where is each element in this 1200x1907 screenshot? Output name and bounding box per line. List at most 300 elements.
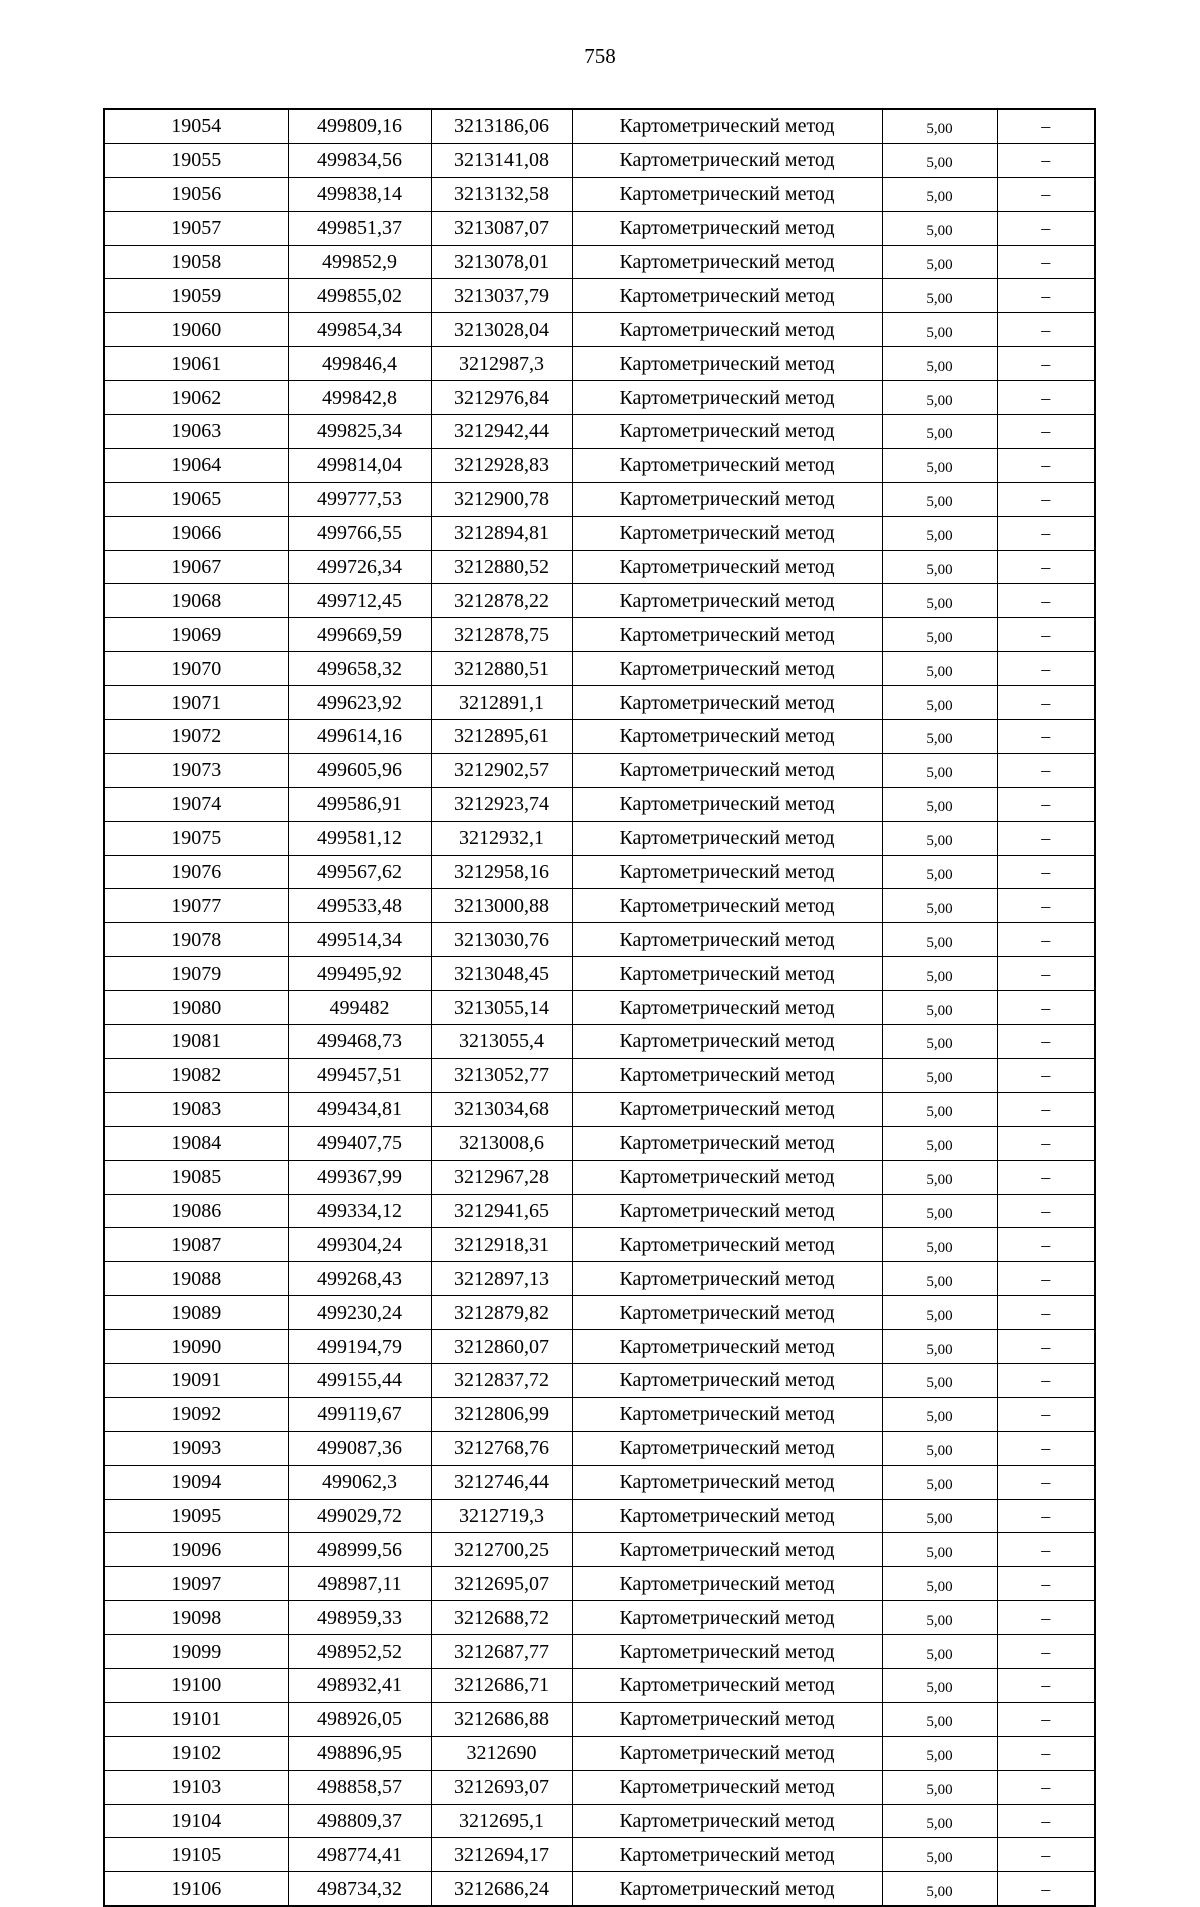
table-row <box>104 720 1095 754</box>
y-coordinate-cell: 3213141,08 <box>431 143 572 177</box>
point-number-cell: 19096 <box>104 1533 288 1567</box>
method-cell: Картометрический метод <box>572 957 882 991</box>
note-cell: – <box>997 1770 1095 1804</box>
x-coordinate-cell: 499605,96 <box>288 753 431 787</box>
table-row <box>104 109 1095 143</box>
accuracy-cell: 5,00 <box>882 957 997 991</box>
table-row <box>104 1160 1095 1194</box>
point-number-cell: 19059 <box>104 279 288 313</box>
method-cell: Картометрический метод <box>572 787 882 821</box>
note-cell: – <box>997 1499 1095 1533</box>
accuracy-cell: 5,00 <box>882 652 997 686</box>
note-cell: – <box>997 686 1095 720</box>
x-coordinate-cell: 499482 <box>288 991 431 1025</box>
x-coordinate-cell: 498774,41 <box>288 1838 431 1872</box>
note-cell: – <box>997 1567 1095 1601</box>
y-coordinate-cell: 3213052,77 <box>431 1058 572 1092</box>
x-coordinate-cell: 499334,12 <box>288 1194 431 1228</box>
x-coordinate-cell: 499119,67 <box>288 1397 431 1431</box>
x-coordinate-cell: 499777,53 <box>288 482 431 516</box>
y-coordinate-cell: 3212690 <box>431 1736 572 1770</box>
point-number-cell: 19078 <box>104 923 288 957</box>
accuracy-cell: 5,00 <box>882 550 997 584</box>
method-cell: Картометрический метод <box>572 1397 882 1431</box>
table-row <box>104 1025 1095 1059</box>
x-coordinate-cell: 499825,34 <box>288 415 431 449</box>
method-cell: Картометрический метод <box>572 1330 882 1364</box>
y-coordinate-cell: 3212902,57 <box>431 753 572 787</box>
method-cell: Картометрический метод <box>572 1194 882 1228</box>
table-row <box>104 1736 1095 1770</box>
accuracy-cell: 5,00 <box>882 347 997 381</box>
accuracy-cell: 5,00 <box>882 1194 997 1228</box>
x-coordinate-cell: 499658,32 <box>288 652 431 686</box>
point-number-cell: 19090 <box>104 1330 288 1364</box>
table-row <box>104 787 1095 821</box>
accuracy-cell: 5,00 <box>882 1465 997 1499</box>
table-row <box>104 143 1095 177</box>
table-row <box>104 1533 1095 1567</box>
note-cell: – <box>997 1025 1095 1059</box>
note-cell: – <box>997 1872 1095 1906</box>
x-coordinate-cell: 498987,11 <box>288 1567 431 1601</box>
note-cell: – <box>997 1804 1095 1838</box>
method-cell: Картометрический метод <box>572 1668 882 1702</box>
x-coordinate-cell: 499230,24 <box>288 1296 431 1330</box>
x-coordinate-cell: 498932,41 <box>288 1668 431 1702</box>
accuracy-cell: 5,00 <box>882 889 997 923</box>
method-cell: Картометрический метод <box>572 1635 882 1669</box>
x-coordinate-cell: 499581,12 <box>288 821 431 855</box>
method-cell: Картометрический метод <box>572 1499 882 1533</box>
method-cell: Картометрический метод <box>572 1838 882 1872</box>
x-coordinate-cell: 499567,62 <box>288 855 431 889</box>
table-row <box>104 1838 1095 1872</box>
method-cell: Картометрический метод <box>572 1702 882 1736</box>
y-coordinate-cell: 3213034,68 <box>431 1092 572 1126</box>
point-number-cell: 19066 <box>104 516 288 550</box>
y-coordinate-cell: 3212923,74 <box>431 787 572 821</box>
y-coordinate-cell: 3213030,76 <box>431 923 572 957</box>
table-row <box>104 1194 1095 1228</box>
method-cell: Картометрический метод <box>572 1262 882 1296</box>
x-coordinate-cell: 499809,16 <box>288 109 431 143</box>
point-number-cell: 19100 <box>104 1668 288 1702</box>
method-cell: Картометрический метод <box>572 109 882 143</box>
table-row <box>104 1330 1095 1364</box>
method-cell: Картометрический метод <box>572 1804 882 1838</box>
x-coordinate-cell: 499586,91 <box>288 787 431 821</box>
table-row <box>104 1363 1095 1397</box>
point-number-cell: 19056 <box>104 177 288 211</box>
accuracy-cell: 5,00 <box>882 1363 997 1397</box>
accuracy-cell: 5,00 <box>882 279 997 313</box>
method-cell: Картометрический метод <box>572 1092 882 1126</box>
method-cell: Картометрический метод <box>572 686 882 720</box>
note-cell: – <box>997 482 1095 516</box>
coordinates-table-body <box>104 109 1095 1906</box>
point-number-cell: 19073 <box>104 753 288 787</box>
point-number-cell: 19069 <box>104 618 288 652</box>
method-cell: Картометрический метод <box>572 177 882 211</box>
note-cell: – <box>997 584 1095 618</box>
point-number-cell: 19054 <box>104 109 288 143</box>
x-coordinate-cell: 498999,56 <box>288 1533 431 1567</box>
note-cell: – <box>997 991 1095 1025</box>
note-cell: – <box>997 313 1095 347</box>
accuracy-cell: 5,00 <box>882 1872 997 1906</box>
y-coordinate-cell: 3213087,07 <box>431 211 572 245</box>
point-number-cell: 19092 <box>104 1397 288 1431</box>
x-coordinate-cell: 499712,45 <box>288 584 431 618</box>
method-cell: Картометрический метод <box>572 482 882 516</box>
y-coordinate-cell: 3213037,79 <box>431 279 572 313</box>
y-coordinate-cell: 3212837,72 <box>431 1363 572 1397</box>
point-number-cell: 19094 <box>104 1465 288 1499</box>
table-row <box>104 1770 1095 1804</box>
y-coordinate-cell: 3213055,4 <box>431 1025 572 1059</box>
accuracy-cell: 5,00 <box>882 855 997 889</box>
note-cell: – <box>997 245 1095 279</box>
y-coordinate-cell: 3213186,06 <box>431 109 572 143</box>
point-number-cell: 19104 <box>104 1804 288 1838</box>
y-coordinate-cell: 3213008,6 <box>431 1126 572 1160</box>
table-row <box>104 415 1095 449</box>
table-row <box>104 482 1095 516</box>
accuracy-cell: 5,00 <box>882 618 997 652</box>
accuracy-cell: 5,00 <box>882 1296 997 1330</box>
x-coordinate-cell: 499457,51 <box>288 1058 431 1092</box>
accuracy-cell: 5,00 <box>882 1431 997 1465</box>
accuracy-cell: 5,00 <box>882 448 997 482</box>
y-coordinate-cell: 3212894,81 <box>431 516 572 550</box>
note-cell: – <box>997 1092 1095 1126</box>
table-row <box>104 1296 1095 1330</box>
y-coordinate-cell: 3212693,07 <box>431 1770 572 1804</box>
table-row <box>104 1872 1095 1906</box>
note-cell: – <box>997 279 1095 313</box>
x-coordinate-cell: 499029,72 <box>288 1499 431 1533</box>
point-number-cell: 19055 <box>104 143 288 177</box>
method-cell: Картометрический метод <box>572 1025 882 1059</box>
accuracy-cell: 5,00 <box>882 1567 997 1601</box>
y-coordinate-cell: 3212687,77 <box>431 1635 572 1669</box>
accuracy-cell: 5,00 <box>882 1228 997 1262</box>
note-cell: – <box>997 143 1095 177</box>
table-row <box>104 1397 1095 1431</box>
accuracy-cell: 5,00 <box>882 1533 997 1567</box>
x-coordinate-cell: 498809,37 <box>288 1804 431 1838</box>
point-number-cell: 19061 <box>104 347 288 381</box>
point-number-cell: 19079 <box>104 957 288 991</box>
note-cell: – <box>997 1194 1095 1228</box>
y-coordinate-cell: 3213078,01 <box>431 245 572 279</box>
table-row <box>104 618 1095 652</box>
note-cell: – <box>997 889 1095 923</box>
y-coordinate-cell: 3212897,13 <box>431 1262 572 1296</box>
x-coordinate-cell: 499623,92 <box>288 686 431 720</box>
y-coordinate-cell: 3212880,51 <box>431 652 572 686</box>
point-number-cell: 19062 <box>104 381 288 415</box>
method-cell: Картометрический метод <box>572 415 882 449</box>
point-number-cell: 19103 <box>104 1770 288 1804</box>
x-coordinate-cell: 498926,05 <box>288 1702 431 1736</box>
point-number-cell: 19065 <box>104 482 288 516</box>
table-row <box>104 855 1095 889</box>
table-row <box>104 923 1095 957</box>
accuracy-cell: 5,00 <box>882 1025 997 1059</box>
note-cell: – <box>997 1363 1095 1397</box>
y-coordinate-cell: 3212976,84 <box>431 381 572 415</box>
point-number-cell: 19070 <box>104 652 288 686</box>
table-row <box>104 516 1095 550</box>
point-number-cell: 19076 <box>104 855 288 889</box>
table-row <box>104 1092 1095 1126</box>
y-coordinate-cell: 3212746,44 <box>431 1465 572 1499</box>
point-number-cell: 19089 <box>104 1296 288 1330</box>
y-coordinate-cell: 3213000,88 <box>431 889 572 923</box>
note-cell: – <box>997 1601 1095 1635</box>
method-cell: Картометрический метод <box>572 1058 882 1092</box>
point-number-cell: 19098 <box>104 1601 288 1635</box>
x-coordinate-cell: 498959,33 <box>288 1601 431 1635</box>
accuracy-cell: 5,00 <box>882 482 997 516</box>
coordinates-table <box>103 108 1096 1907</box>
table-row <box>104 652 1095 686</box>
note-cell: – <box>997 381 1095 415</box>
method-cell: Картометрический метод <box>572 1770 882 1804</box>
point-number-cell: 19072 <box>104 720 288 754</box>
point-number-cell: 19102 <box>104 1736 288 1770</box>
table-row <box>104 381 1095 415</box>
point-number-cell: 19083 <box>104 1092 288 1126</box>
x-coordinate-cell: 499614,16 <box>288 720 431 754</box>
method-cell: Картометрический метод <box>572 1601 882 1635</box>
accuracy-cell: 5,00 <box>882 143 997 177</box>
accuracy-cell: 5,00 <box>882 1736 997 1770</box>
method-cell: Картометрический метод <box>572 1228 882 1262</box>
method-cell: Картометрический метод <box>572 448 882 482</box>
point-number-cell: 19074 <box>104 787 288 821</box>
method-cell: Картометрический метод <box>572 720 882 754</box>
accuracy-cell: 5,00 <box>882 1499 997 1533</box>
accuracy-cell: 5,00 <box>882 245 997 279</box>
x-coordinate-cell: 498896,95 <box>288 1736 431 1770</box>
y-coordinate-cell: 3212695,07 <box>431 1567 572 1601</box>
method-cell: Картометрический метод <box>572 279 882 313</box>
point-number-cell: 19063 <box>104 415 288 449</box>
method-cell: Картометрический метод <box>572 516 882 550</box>
table-row <box>104 1431 1095 1465</box>
table-row <box>104 991 1095 1025</box>
note-cell: – <box>997 516 1095 550</box>
accuracy-cell: 5,00 <box>882 211 997 245</box>
accuracy-cell: 5,00 <box>882 923 997 957</box>
method-cell: Картометрический метод <box>572 1736 882 1770</box>
x-coordinate-cell: 499851,37 <box>288 211 431 245</box>
point-number-cell: 19087 <box>104 1228 288 1262</box>
y-coordinate-cell: 3212958,16 <box>431 855 572 889</box>
method-cell: Картометрический метод <box>572 550 882 584</box>
method-cell: Картометрический метод <box>572 821 882 855</box>
note-cell: – <box>997 1126 1095 1160</box>
point-number-cell: 19086 <box>104 1194 288 1228</box>
x-coordinate-cell: 499087,36 <box>288 1431 431 1465</box>
note-cell: – <box>997 550 1095 584</box>
accuracy-cell: 5,00 <box>882 1838 997 1872</box>
table-row <box>104 550 1095 584</box>
note-cell: – <box>997 1838 1095 1872</box>
x-coordinate-cell: 499533,48 <box>288 889 431 923</box>
table-row <box>104 448 1095 482</box>
y-coordinate-cell: 3212967,28 <box>431 1160 572 1194</box>
table-row <box>104 821 1095 855</box>
table-row <box>104 1804 1095 1838</box>
y-coordinate-cell: 3212686,71 <box>431 1668 572 1702</box>
y-coordinate-cell: 3212932,1 <box>431 821 572 855</box>
accuracy-cell: 5,00 <box>882 991 997 1025</box>
x-coordinate-cell: 499194,79 <box>288 1330 431 1364</box>
note-cell: – <box>997 1160 1095 1194</box>
accuracy-cell: 5,00 <box>882 415 997 449</box>
point-number-cell: 19106 <box>104 1872 288 1906</box>
note-cell: – <box>997 652 1095 686</box>
accuracy-cell: 5,00 <box>882 1092 997 1126</box>
y-coordinate-cell: 3212880,52 <box>431 550 572 584</box>
method-cell: Картометрический метод <box>572 889 882 923</box>
note-cell: – <box>997 923 1095 957</box>
point-number-cell: 19068 <box>104 584 288 618</box>
y-coordinate-cell: 3212879,82 <box>431 1296 572 1330</box>
x-coordinate-cell: 499304,24 <box>288 1228 431 1262</box>
method-cell: Картометрический метод <box>572 1296 882 1330</box>
x-coordinate-cell: 499468,73 <box>288 1025 431 1059</box>
note-cell: – <box>997 1262 1095 1296</box>
x-coordinate-cell: 499062,3 <box>288 1465 431 1499</box>
method-cell: Картометрический метод <box>572 245 882 279</box>
note-cell: – <box>997 821 1095 855</box>
x-coordinate-cell: 499855,02 <box>288 279 431 313</box>
accuracy-cell: 5,00 <box>882 1668 997 1702</box>
y-coordinate-cell: 3212686,24 <box>431 1872 572 1906</box>
point-number-cell: 19080 <box>104 991 288 1025</box>
point-number-cell: 19099 <box>104 1635 288 1669</box>
accuracy-cell: 5,00 <box>882 1126 997 1160</box>
accuracy-cell: 5,00 <box>882 1330 997 1364</box>
point-number-cell: 19101 <box>104 1702 288 1736</box>
accuracy-cell: 5,00 <box>882 1160 997 1194</box>
accuracy-cell: 5,00 <box>882 516 997 550</box>
accuracy-cell: 5,00 <box>882 720 997 754</box>
y-coordinate-cell: 3212768,76 <box>431 1431 572 1465</box>
point-number-cell: 19071 <box>104 686 288 720</box>
y-coordinate-cell: 3212688,72 <box>431 1601 572 1635</box>
x-coordinate-cell: 499434,81 <box>288 1092 431 1126</box>
x-coordinate-cell: 498952,52 <box>288 1635 431 1669</box>
method-cell: Картометрический метод <box>572 1126 882 1160</box>
note-cell: – <box>997 1635 1095 1669</box>
table-row <box>104 1126 1095 1160</box>
point-number-cell: 19057 <box>104 211 288 245</box>
method-cell: Картометрический метод <box>572 855 882 889</box>
table-row <box>104 1702 1095 1736</box>
x-coordinate-cell: 499367,99 <box>288 1160 431 1194</box>
x-coordinate-cell: 499814,04 <box>288 448 431 482</box>
method-cell: Картометрический метод <box>572 347 882 381</box>
note-cell: – <box>997 1668 1095 1702</box>
y-coordinate-cell: 3213055,14 <box>431 991 572 1025</box>
table-row <box>104 245 1095 279</box>
table-row <box>104 313 1095 347</box>
note-cell: – <box>997 957 1095 991</box>
method-cell: Картометрический метод <box>572 584 882 618</box>
note-cell: – <box>997 1330 1095 1364</box>
x-coordinate-cell: 499842,8 <box>288 381 431 415</box>
x-coordinate-cell: 499846,4 <box>288 347 431 381</box>
x-coordinate-cell: 499852,9 <box>288 245 431 279</box>
method-cell: Картометрический метод <box>572 1363 882 1397</box>
y-coordinate-cell: 3212806,99 <box>431 1397 572 1431</box>
note-cell: – <box>997 618 1095 652</box>
x-coordinate-cell: 499155,44 <box>288 1363 431 1397</box>
note-cell: – <box>997 1702 1095 1736</box>
note-cell: – <box>997 753 1095 787</box>
accuracy-cell: 5,00 <box>882 1804 997 1838</box>
note-cell: – <box>997 855 1095 889</box>
note-cell: – <box>997 787 1095 821</box>
point-number-cell: 19075 <box>104 821 288 855</box>
point-number-cell: 19091 <box>104 1363 288 1397</box>
accuracy-cell: 5,00 <box>882 381 997 415</box>
accuracy-cell: 5,00 <box>882 1058 997 1092</box>
method-cell: Картометрический метод <box>572 753 882 787</box>
note-cell: – <box>997 1296 1095 1330</box>
method-cell: Картометрический метод <box>572 1160 882 1194</box>
table-row <box>104 686 1095 720</box>
note-cell: – <box>997 1228 1095 1262</box>
accuracy-cell: 5,00 <box>882 1397 997 1431</box>
x-coordinate-cell: 499854,34 <box>288 313 431 347</box>
x-coordinate-cell: 499766,55 <box>288 516 431 550</box>
method-cell: Картометрический метод <box>572 313 882 347</box>
point-number-cell: 19064 <box>104 448 288 482</box>
note-cell: – <box>997 1397 1095 1431</box>
point-number-cell: 19082 <box>104 1058 288 1092</box>
point-number-cell: 19093 <box>104 1431 288 1465</box>
y-coordinate-cell: 3212941,65 <box>431 1194 572 1228</box>
point-number-cell: 19095 <box>104 1499 288 1533</box>
y-coordinate-cell: 3212694,17 <box>431 1838 572 1872</box>
accuracy-cell: 5,00 <box>882 1635 997 1669</box>
point-number-cell: 19097 <box>104 1567 288 1601</box>
method-cell: Картометрический метод <box>572 381 882 415</box>
y-coordinate-cell: 3212878,22 <box>431 584 572 618</box>
accuracy-cell: 5,00 <box>882 1601 997 1635</box>
point-number-cell: 19058 <box>104 245 288 279</box>
y-coordinate-cell: 3212686,88 <box>431 1702 572 1736</box>
y-coordinate-cell: 3212695,1 <box>431 1804 572 1838</box>
y-coordinate-cell: 3212700,25 <box>431 1533 572 1567</box>
y-coordinate-cell: 3213048,45 <box>431 957 572 991</box>
x-coordinate-cell: 499407,75 <box>288 1126 431 1160</box>
table-row <box>104 1635 1095 1669</box>
y-coordinate-cell: 3212918,31 <box>431 1228 572 1262</box>
y-coordinate-cell: 3212942,44 <box>431 415 572 449</box>
note-cell: – <box>997 1431 1095 1465</box>
y-coordinate-cell: 3213132,58 <box>431 177 572 211</box>
accuracy-cell: 5,00 <box>882 821 997 855</box>
x-coordinate-cell: 499495,92 <box>288 957 431 991</box>
